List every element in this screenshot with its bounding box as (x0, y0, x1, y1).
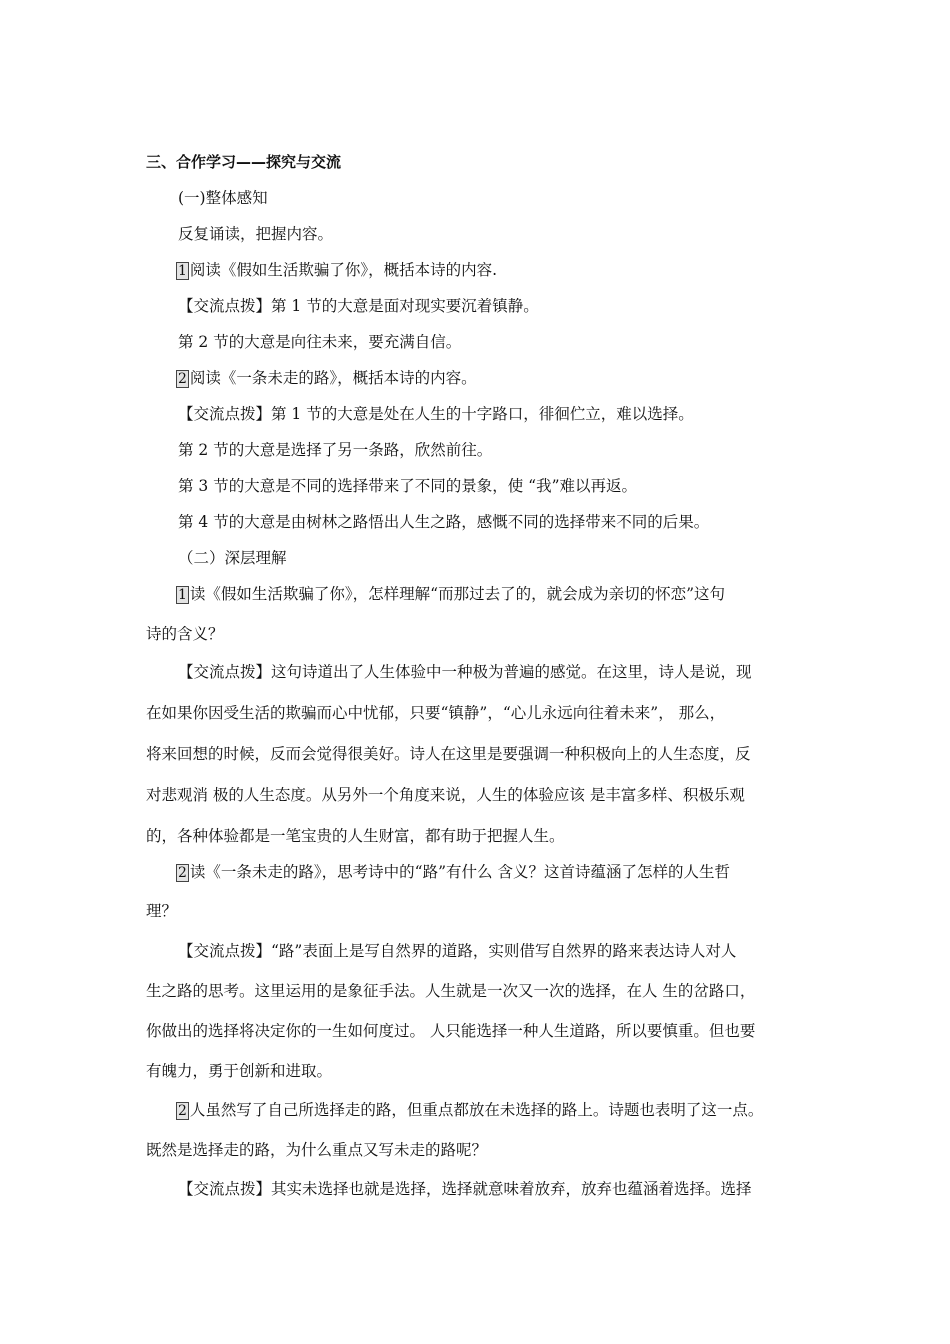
subsection-title-overall: (一)整体感知 (178, 189, 268, 207)
deep-question-1 (176, 584, 725, 604)
question-text: 阅读《假如生活欺骗了你》，概括本诗的内容. (189, 261, 498, 279)
answer-line: 【交流点拨】这句诗道出了人生体验中一种极为普遍的感觉。在这里，诗人是说，现 (178, 663, 752, 681)
answer-line: 你做出的选择将决定你的一生如何度过。 人只能选择一种人生道路，所以要慎重。但也要 (146, 1022, 756, 1040)
answer-line: 【交流点拨】第 1 节的大意是面对现实要沉着镇静。 (178, 297, 539, 315)
answer-line: 在如果你因受生活的欺骗而心中忧郁，只要“镇静”，“心儿永远向往着未来”， 那么， (146, 704, 726, 722)
answer-line: 对悲观消 极的人生态度。从另外一个角度来说，人生的体验应该 是丰富多样、积极乐观 (146, 786, 745, 804)
question-text: 人虽然写了自己所选择走的路，但重点都放在未选择的路上。诗题也表明了这一点。 (189, 1101, 764, 1119)
answer-line: 第 4 节的大意是由树林之路悟出人生之路，感慨不同的选择带来不同的后果。 (178, 513, 710, 531)
answer-line: 将来回想的时候，反而会觉得很美好。诗人在这里是要强调一种积极向上的人生态度，反 (146, 745, 751, 763)
answer-line: 【交流点拨】其实未选择也就是选择，选择就意味着放弃，放弃也蕴涵着选择。选择 (178, 1180, 752, 1198)
answer-line: 第 2 节的大意是选择了另一条路，欣然前往。 (178, 441, 493, 459)
question-number-2: 2 (178, 371, 187, 387)
question-text: 读《一条未走的路》，思考诗中的“路”有什么 含义？这首诗蕴涵了怎样的人生哲 (189, 863, 730, 881)
answer-line: 生之路的思考。这里运用的是象征手法。人生就是一次又一次的选择，在人 生的岔路口， (146, 982, 756, 1000)
question-text: 理？ (146, 902, 178, 920)
deep-question-2 (176, 862, 730, 882)
question-text: 既然是选择走的路，为什么重点又写未走的路呢？ (146, 1141, 488, 1159)
question-1 (176, 260, 497, 280)
deep-question-3 (176, 1100, 763, 1120)
answer-line: 的，各种体验都是一笔宝贵的人生财富，都有助于把握人生。 (146, 827, 565, 845)
question-text: 阅读《一条未走的路》，概括本诗的内容。 (189, 369, 477, 387)
question-2 (176, 368, 477, 388)
answer-line: 【交流点拨】“路”表面上是写自然界的道路，实则借写自然界的路来表达诗人对人 (178, 942, 737, 960)
answer-line: 第 3 节的大意是不同的选择带来了不同的景象，使 “我”难以再返。 (178, 477, 637, 495)
question-number-1: 1 (178, 263, 187, 279)
question-text: 诗的含义？ (146, 625, 224, 643)
question-text: 读《假如生活欺骗了你》，怎样理解“而那过去了的，就会成为亲切的怀恋”这句 (189, 585, 726, 603)
question-number-2: 2 (178, 1103, 187, 1119)
answer-line: 第 2 节的大意是向往未来，要充满自信。 (178, 333, 462, 351)
question-number-2: 2 (178, 865, 187, 881)
section-title: 三、合作学习——探究与交流 (146, 153, 342, 171)
answer-line: 【交流点拨】第 1 节的大意是处在人生的十字路口，徘徊伫立，难以选择。 (178, 405, 694, 423)
subsection-title-deep: （二）深层理解 (178, 549, 287, 567)
question-number-1: 1 (178, 587, 187, 603)
answer-line: 有魄力，勇于创新和进取。 (146, 1062, 333, 1080)
intro-text: 反复诵读，把握内容。 (178, 225, 334, 243)
